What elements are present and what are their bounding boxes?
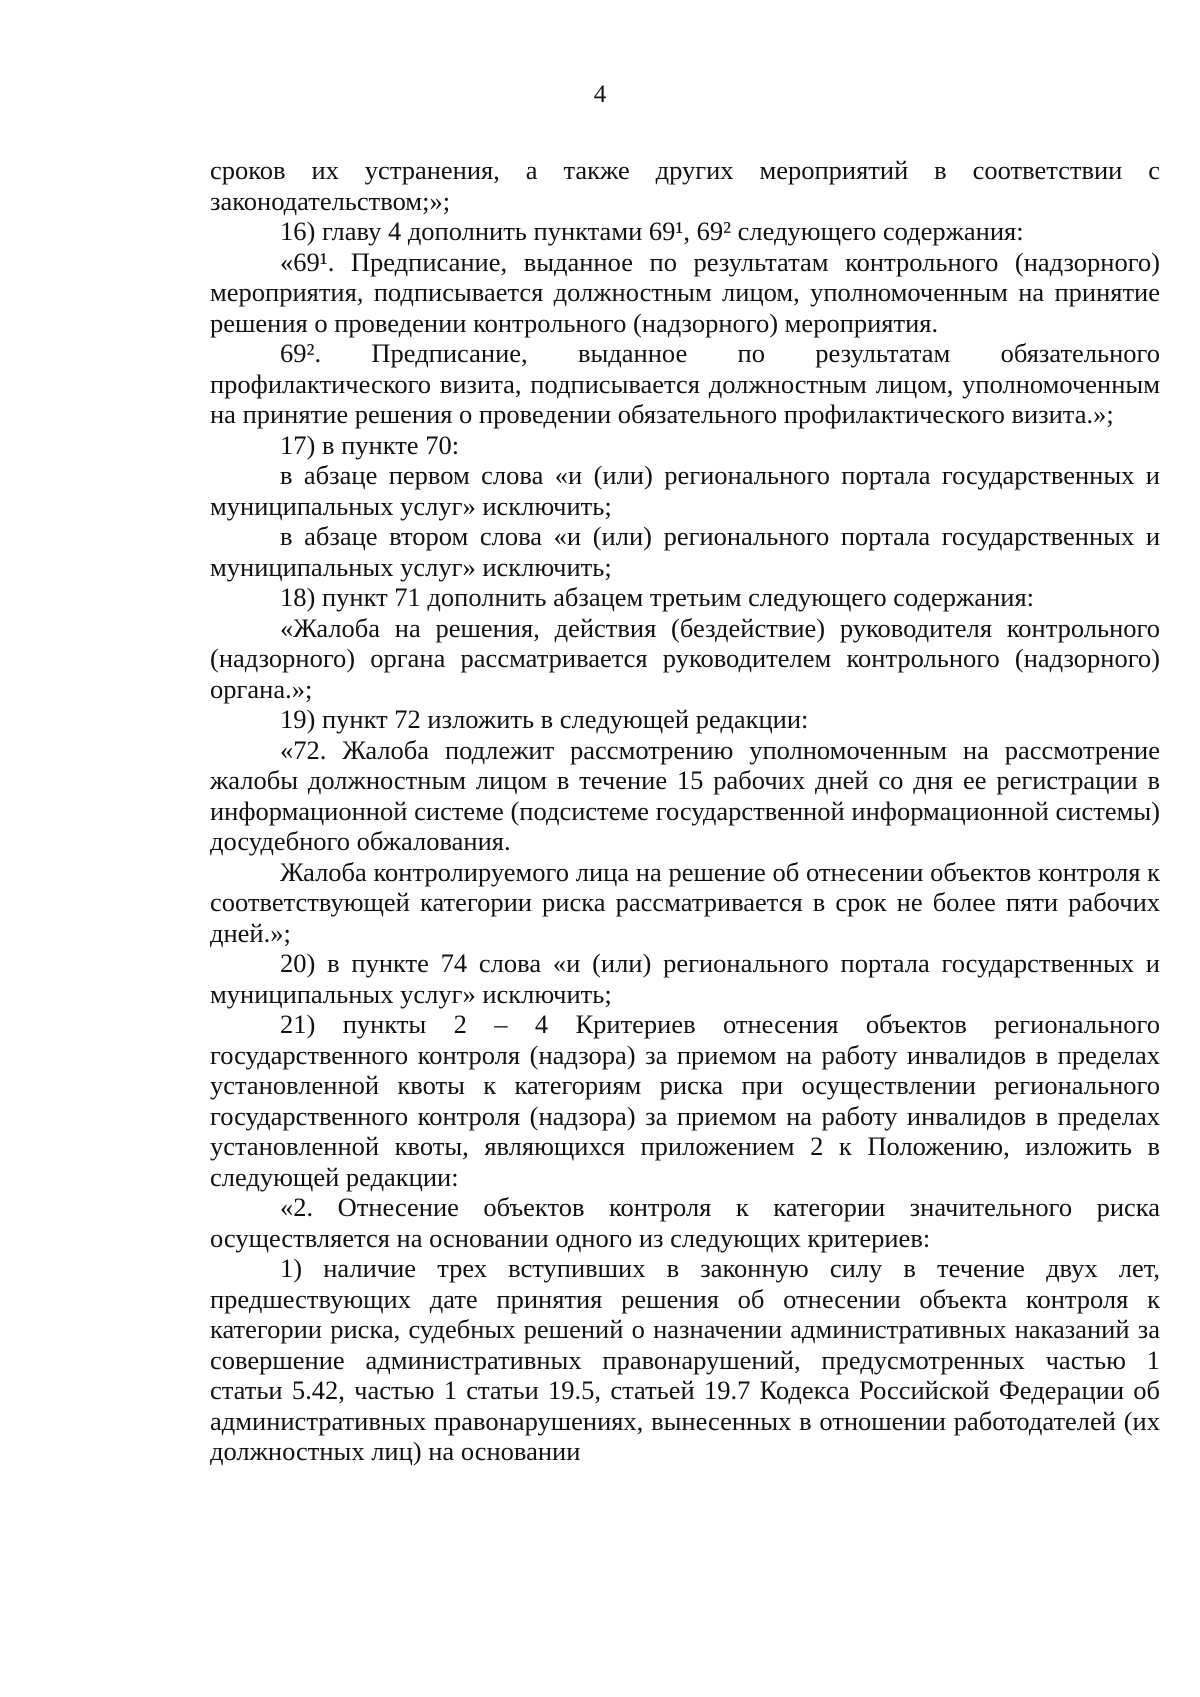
page-number: 4 (593, 81, 607, 108)
paragraph-item-20: 20) в пункте 74 слова «и (или) регионального портала государственных и муниципальных услуг» исключить; (210, 948, 1160, 1009)
paragraph-item-18-quote: «Жалоба на решения, действия (бездействие) руководителя контрольного (надзорного) органа рассматривается руководителем контрольного (надзорного) органа.»; (210, 612, 1160, 704)
paragraph-complaint-risk: Жалоба контролируемого лица на решение об отнесении объектов контроля к соответствующей категории риска рассматривается в срок не более пяти рабочих дней.»; (210, 856, 1160, 948)
paragraph-item-21: 21) пункты 2 – 4 Критериев отнесения объектов регионального государственного контроля (надзора) за приемом на работу инвалидов в пределах установленной квоты к категориям риска при осуществлении регионального государственного контроля (надзора) за приемом на работу инвалидов в пределах установленной квоты, являющихся приложением 2 к Положению, изложить в следующей редакции: (210, 1009, 1160, 1192)
paragraph-continuation: сроков их устранения, а также других мероприятий в соответствии с законодательством;»; (210, 155, 1160, 216)
document-body (210, 155, 1160, 1467)
paragraph-69-2: 69². Предписание, выданное по результатам обязательного профилактического визита, подписывается должностным лицом, уполномоченным на принятие решения о проведении обязательного профилактического визита.»; (210, 338, 1160, 429)
paragraph-item-17-second: в абзаце втором слова «и (или) регионального портала государственных и муниципальных услуг» исключить; (210, 521, 1160, 582)
paragraph-item-17-first: в абзаце первом слова «и (или) регионального портала государственных и муниципальных услуг» исключить; (210, 460, 1160, 521)
paragraph-criteria-2: «2. Отнесение объектов контроля к категории значительного риска осуществляется на основании одного из следующих критериев: (210, 1192, 1160, 1253)
paragraph-item-17: 17) в пункте 70: (280, 429, 460, 460)
paragraph-item-72: «72. Жалоба подлежит рассмотрению уполномоченным на рассмотрение жалобы должностным лицом в течение 15 рабочих дней со дня ее регистрации в информационной системе (подсистеме государственной информационной системы) досудебного обжалования. (210, 734, 1160, 856)
paragraph-item-19: 19) пункт 72 изложить в следующей редакции: (280, 704, 809, 734)
paragraph-item-18: 18) пункт 71 дополнить абзацем третьим следующего содержания: (280, 582, 1034, 612)
paragraph-69-1: «69¹. Предписание, выданное по результатам контрольного (надзорного) мероприятия, подписывается должностным лицом, уполномоченным на принятие решения о проведении контрольного (надзорного) мероприятия. (210, 246, 1160, 338)
paragraph-criteria-2-1: 1) наличие трех вступивших в законную силу в течение двух лет, предшествующих дате принятия решения об отнесении объекта контроля к категории риска, судебных решений о назначении административных наказаний за совершение административных правонарушений, предусмотренных частью 1 статьи 5.42, частью 1 статьи 19.5, статьей 19.7 Кодекса Российской Федерации об административных правонарушениях, вынесенных в отношении работодателей (их должностных лиц) на основании (210, 1253, 1160, 1466)
paragraph-item-16: 16) главу 4 дополнить пунктами 69¹, 69² следующего содержания: (280, 216, 1024, 246)
